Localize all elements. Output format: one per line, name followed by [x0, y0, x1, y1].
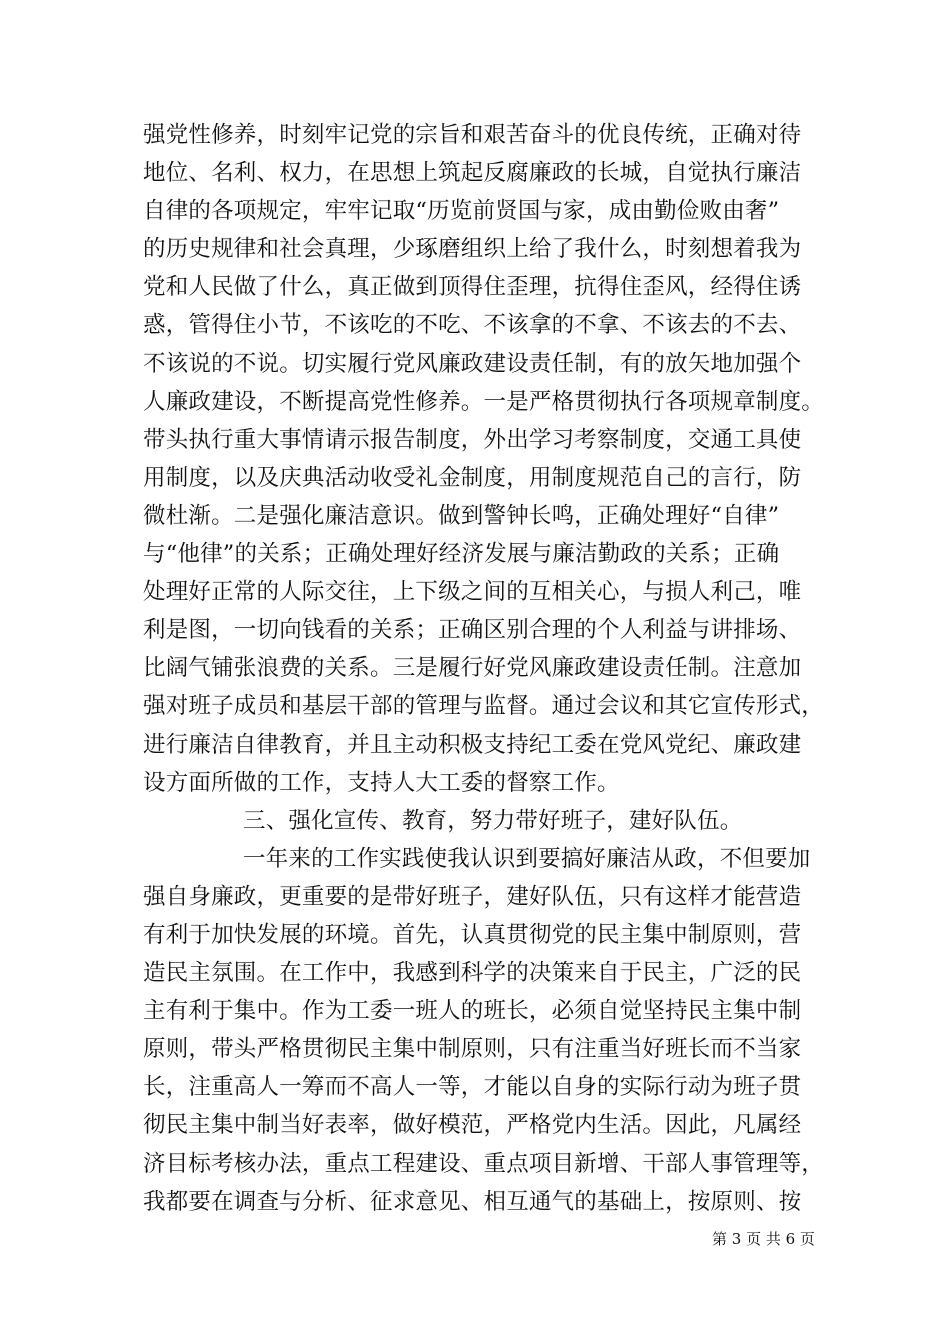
body-text — [143, 116, 833, 1221]
text-line: 强对班子成员和基层干部的管理与监督。通过会议和其它宣传形式， — [143, 693, 825, 720]
text-line: 进行廉洁自律教育，并且主动积极支持纪工委在党风党纪、廉政建 — [143, 731, 802, 758]
text-line: 主有利于集中。作为工委一班人的班长，必须自觉坚持民主集中制 — [143, 998, 802, 1025]
section-heading: 三、强化宣传、教育，努力带好班子，建好队伍。 — [243, 807, 743, 834]
text-line: 强自身廉政，更重要的是带好班子，建好队伍，只有这样才能营造 — [143, 883, 802, 910]
text-line: 造民主氛围。在工作中，我感到科学的决策来自于民主，广泛的民 — [143, 960, 802, 987]
text-line: 长，注重高人一筹而不高人一等，才能以自身的实际行动为班子贯 — [143, 1074, 802, 1101]
text-line: 自律的各项规定，牢牢记取“历览前贤国与家，成由勤俭败由奢” — [143, 198, 780, 225]
page-footer: 第 3 页 共 6 页 — [712, 1230, 815, 1248]
text-line: 地位、名利、权力，在思想上筑起反腐廉政的长城，自觉执行廉洁 — [143, 160, 802, 187]
text-line: 比阔气铺张浪费的关系。三是履行好党风廉政建设责任制。注意加 — [143, 655, 802, 682]
paragraph-start-line: 一年来的工作实践使我认识到要搞好廉洁从政，不但要加 — [243, 845, 811, 872]
text-line: 强党性修养，时刻牢记党的宗旨和艰苦奋斗的优良传统，正确对待 — [143, 122, 802, 148]
text-line: 原则，带头严格贯彻民主集中制原则，只有注重当好班长而不当家 — [143, 1036, 802, 1063]
text-line: 人廉政建设，不断提高党性修养。一是严格贯彻执行各项规章制度。 — [143, 388, 825, 415]
text-line: 微杜渐。二是强化廉洁意识。做到警钟长鸣，正确处理好“自律” — [143, 502, 780, 529]
text-line: 用制度，以及庆典活动收受礼金制度，用制度规范自己的言行，防 — [143, 464, 802, 491]
text-line: 党和人民做了什么，真正做到顶得住歪理，抗得住歪风，经得住诱 — [143, 274, 802, 301]
text-line: 带头执行重大事情请示报告制度，外出学习考察制度，交通工具使 — [143, 426, 802, 453]
text-line: 的历史规律和社会真理，少琢磨组织上给了我什么，时刻想着我为 — [143, 236, 802, 263]
text-line: 不该说的不说。切实履行党风廉政建设责任制，有的放矢地加强个 — [143, 350, 802, 377]
text-line: 惑，管得住小节，不该吃的不吃、不该拿的不拿、不该去的不去、 — [143, 312, 802, 339]
text-line: 济目标考核办法，重点工程建设、重点项目新增、干部人事管理等， — [143, 1150, 825, 1177]
text-line: 彻民主集中制当好表率，做好模范，严格党内生活。因此，凡属经 — [143, 1112, 802, 1139]
text-line: 有利于加快发展的环境。首先，认真贯彻党的民主集中制原则，营 — [143, 921, 802, 948]
text-line: 利是图，一切向钱看的关系；正确区别合理的个人利益与讲排场、 — [143, 617, 802, 644]
text-line: 设方面所做的工作，支持人大工委的督察工作。 — [143, 769, 620, 796]
text-line: 处理好正常的人际交往，上下级之间的互相关心，与损人利己，唯 — [143, 579, 802, 606]
text-line: 与“他律”的关系；正确处理好经济发展与廉洁勤政的关系；正确 — [143, 541, 780, 568]
text-line: 我都要在调查与分析、征求意见、相互通气的基础上，按原则、按 — [143, 1188, 802, 1215]
